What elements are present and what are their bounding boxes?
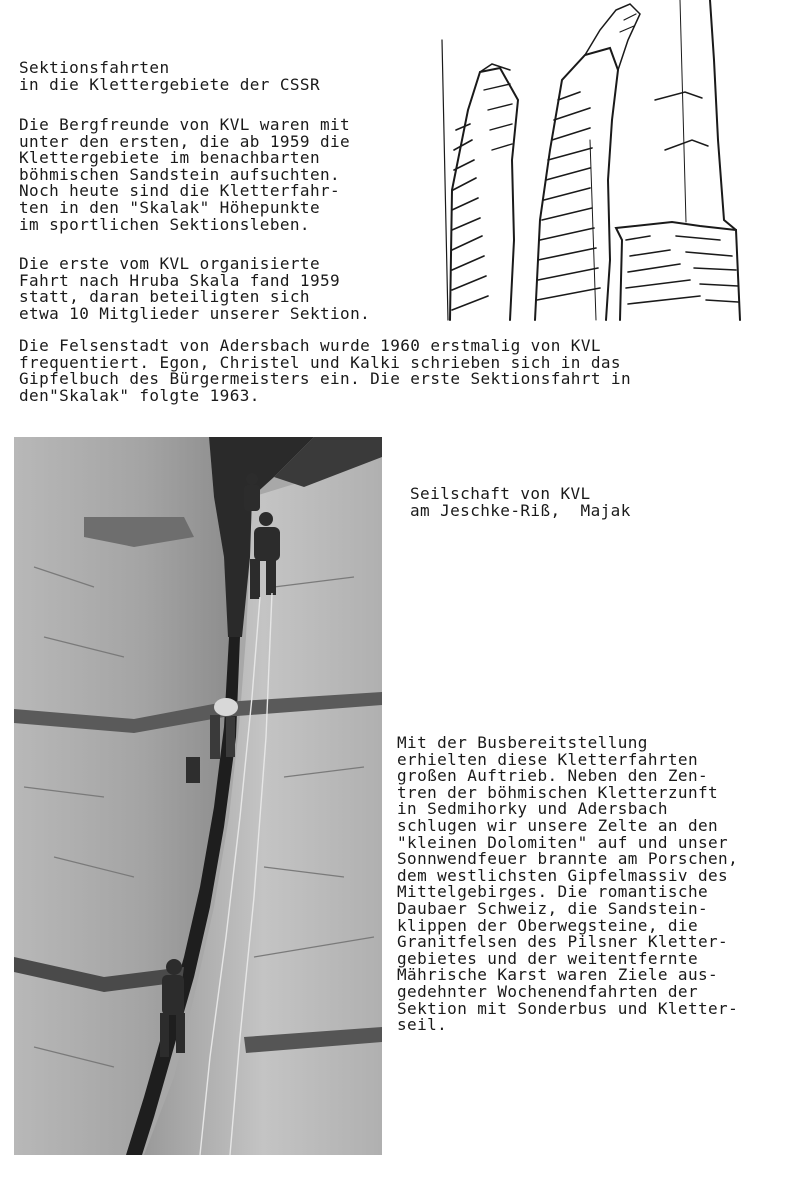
text-line: Fahrt nach Hruba Skala fand 1959: [19, 270, 341, 290]
text-line: Mit der Busbereitstellung: [397, 733, 648, 752]
text-line: tren der böhmischen Kletterzunft: [397, 782, 719, 802]
text-line: erhielten diese Kletterfahrten: [397, 749, 698, 769]
text-line: den"Skalak" folgte 1963.: [19, 385, 260, 405]
text-line: ten in den "Skalak" Höhepunkte: [19, 197, 320, 217]
text-line: Die Felsenstadt von Adersbach wurde 1960 erstmalig von KVL: [19, 336, 601, 355]
text-line: Sektion mit Sonderbus und Kletter-: [397, 998, 739, 1018]
text-line: seil.: [397, 1015, 448, 1035]
text-line: Granitfelsen des Pilsner Kletter-: [397, 932, 729, 952]
text-line: Sonnwendfeuer brannte am Porschen,: [397, 849, 739, 869]
text-line: Klettergebiete im benachbarten: [19, 148, 320, 168]
text-line: dem westlichsten Gipfelmassiv des: [397, 865, 729, 885]
first-trip-paragraph: [19, 256, 370, 322]
text-line: Die Bergfreunde von KVL waren mit: [19, 115, 351, 134]
caption-line: am Jeschke-Riß, Majak: [410, 500, 631, 520]
text-line: unter den ersten, die ab 1959 die: [19, 131, 351, 151]
text-line: Mittelgebirges. Die romantische: [397, 882, 709, 902]
text-line: frequentiert. Egon, Christel und Kalki schrieben sich in das: [19, 352, 621, 372]
climbers-photo: [14, 437, 382, 1155]
intro-paragraph: [19, 117, 350, 233]
text-line: in Sedmihorky und Adersbach: [397, 799, 668, 819]
photo-caption: [410, 486, 631, 519]
text-line: Noch heute sind die Kletterfahr-: [19, 181, 341, 201]
text-line: Mährische Karst waren Ziele aus-: [397, 965, 719, 985]
text-line: "kleinen Dolomiten" auf und unser: [397, 832, 729, 852]
text-line: großen Auftrieb. Neben den Zen-: [397, 766, 709, 786]
text-line: Gipfelbuch des Bürgermeisters ein. Die erste Sektionsfahrt in: [19, 369, 632, 389]
text-line: im sportlichen Sektionsleben.: [19, 214, 310, 234]
caption-line: Seilschaft von KVL: [410, 484, 591, 503]
text-line: böhmischen Sandstein aufsuchten.: [19, 164, 341, 184]
text-line: statt, daran beteiligten sich: [19, 287, 310, 307]
bus-trips-paragraph: [397, 735, 738, 1034]
text-line: Die erste vom KVL organisierte: [19, 254, 320, 273]
text-line: gebietes und der weitentfernte: [397, 948, 698, 968]
text-line: klippen der Oberwegsteine, die: [397, 915, 698, 935]
adersbach-paragraph: [19, 338, 631, 404]
heading-line: in die Klettergebiete der CSSR: [19, 74, 320, 94]
text-line: gedehnter Wochenendfahrten der: [397, 981, 698, 1001]
text-line: schlugen wir unsere Zelte an den: [397, 815, 719, 835]
rock-tower-sketch: [440, 0, 746, 322]
section-heading: [19, 60, 320, 93]
text-line: Daubaer Schweiz, die Sandstein-: [397, 898, 709, 918]
text-line: etwa 10 Mitglieder unserer Sektion.: [19, 303, 371, 323]
heading-line: Sektionsfahrten: [19, 58, 170, 77]
